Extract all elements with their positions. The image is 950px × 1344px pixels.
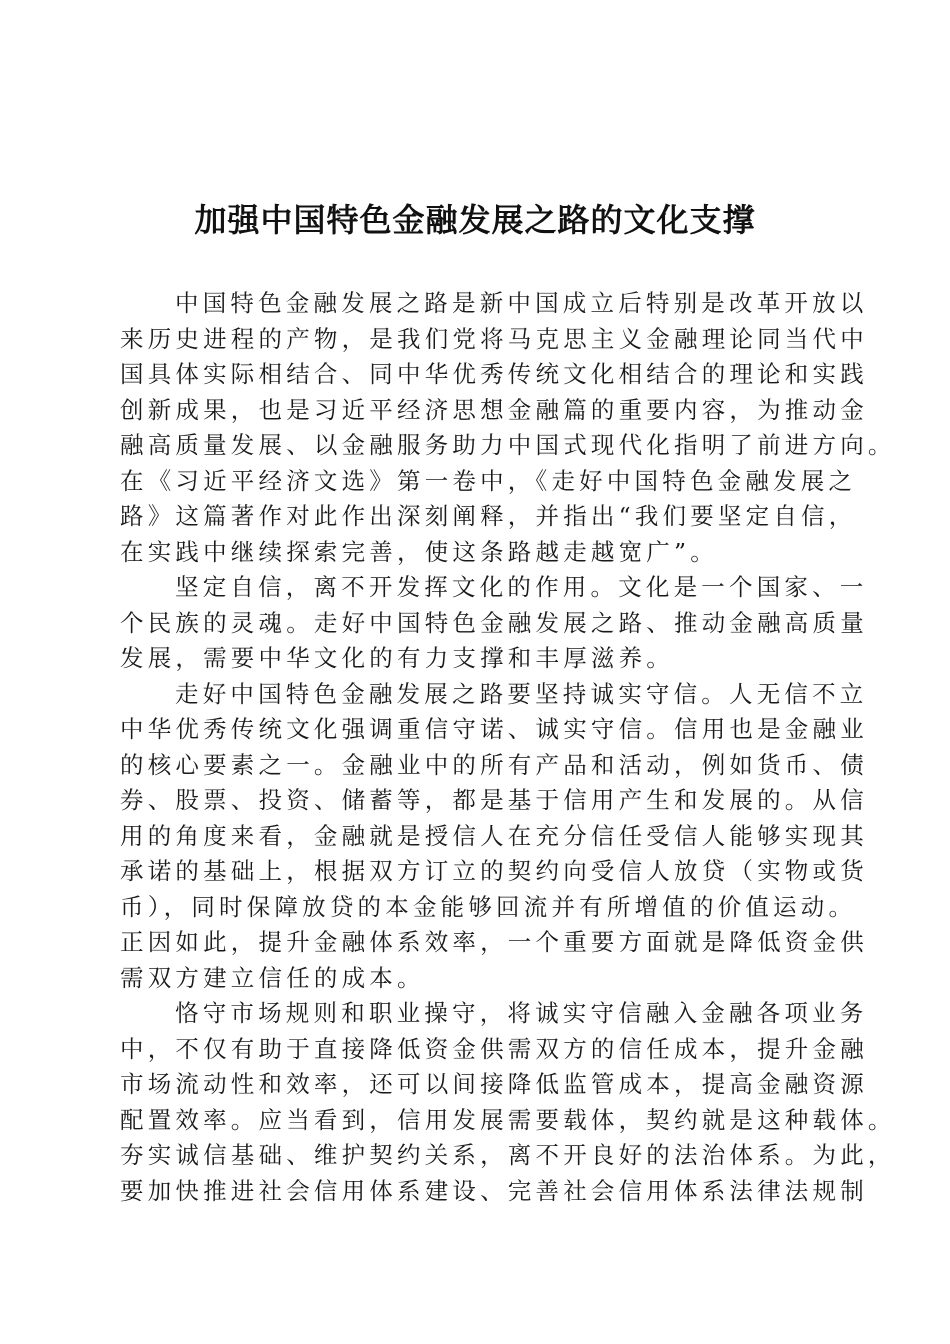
text-line: 融高质量发展、以金融服务助力中国式现代化指明了前进方向。: [120, 431, 896, 459]
text-line: 创新成果，也是习近平经济思想金融篇的重要内容，为推动金: [120, 395, 868, 424]
paragraph-2: [120, 570, 868, 677]
text-line: 中华优秀传统文化强调重信守诺、诚实守信。信用也是金融业: [120, 715, 868, 743]
text-line: 承诺的基础上，根据双方订立的契约向受信人放贷（实物或货: [120, 857, 868, 885]
text-line: 正因如此，提升金融体系效率，一个重要方面就是降低资金供: [120, 928, 868, 956]
text-line: 夯实诚信基础、维护契约关系，离不开良好的法治体系。为此，: [120, 1141, 896, 1169]
text-line: 个民族的灵魂。走好中国特色金融发展之路、推动金融高质量: [120, 608, 868, 637]
text-line: 国具体实际相结合、同中华优秀传统文化相结合的理论和实践: [120, 360, 868, 388]
text-line: 来历史进程的产物，是我们党将马克思主义金融理论同当代中: [120, 324, 868, 353]
text-line: 券、股票、投资、储蓄等，都是基于信用产生和发展的。从信: [120, 786, 868, 814]
text-line: 的核心要素之一。金融业中的所有产品和活动，例如货币、债: [120, 750, 868, 779]
text-line: 坚定自信，离不开发挥文化的作用。文化是一个国家、一: [175, 573, 868, 601]
text-line: 用的角度来看，金融就是授信人在充分信任受信人能够实现其: [120, 821, 868, 850]
document-body: [120, 286, 896, 1209]
text-line: 币），同时保障放贷的本金能够回流并有所增值的价值运动。: [120, 892, 857, 921]
document-title: 加强中国特色金融发展之路的文化支撑: [194, 201, 756, 239]
text-line: 需双方建立信任的成本。: [120, 963, 425, 992]
text-line: 中，不仅有助于直接降低资金供需双方的信任成本，提升金融: [120, 1034, 868, 1063]
text-line: 配置效率。应当看到，信用发展需要载体，契约就是这种载体。: [120, 1105, 896, 1134]
text-line: 在《习近平经济文选》第一卷中，《走好中国特色金融发展之: [120, 466, 857, 495]
text-line: 恪守市场规则和职业操守，将诚实守信融入金融各项业务: [175, 999, 868, 1027]
text-line: 发展，需要中华文化的有力支撑和丰厚滋养。: [120, 644, 674, 672]
paragraph-3: [120, 677, 868, 997]
text-line: 在实践中继续探索完善，使这条路越走越宽广”。: [120, 537, 718, 566]
text-line: 中国特色金融发展之路是新中国成立后特别是改革开放以: [175, 289, 868, 317]
text-line: 路》这篇著作对此作出深刻阐释，并指出“我们要坚定自信，: [120, 502, 857, 530]
paragraph-4: [120, 996, 896, 1209]
text-line: 走好中国特色金融发展之路要坚持诚实守信。人无信不立: [175, 679, 868, 708]
text-line: 要加快推进社会信用体系建设、完善社会信用体系法律法规制: [120, 1176, 868, 1205]
paragraph-1: [120, 286, 896, 570]
text-line: 市场流动性和效率，还可以间接降低监管成本，提高金融资源: [120, 1070, 868, 1098]
